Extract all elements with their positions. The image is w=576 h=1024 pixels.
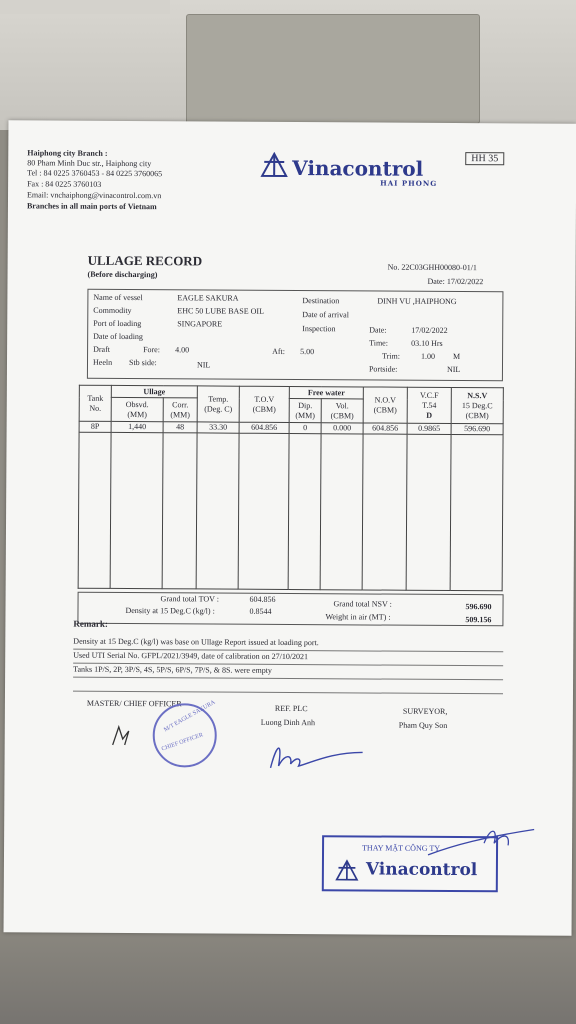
- trim-label: Trim:: [382, 351, 401, 361]
- document-date: Date: 17/02/2022: [427, 276, 484, 287]
- ref-title: REF. PLC: [274, 703, 308, 714]
- ship-stamp: M/T EAGLE SAKURA CHIEF OFFICER: [153, 703, 217, 767]
- port-loading: SINGAPORE: [177, 319, 223, 329]
- branch-network: Branches in all main ports of Vietnam: [26, 201, 157, 212]
- cell-obsvd: 1,440: [111, 421, 163, 432]
- surveyor-title: SURVEYOR,: [402, 706, 448, 716]
- draft-label: Draft: [93, 344, 111, 354]
- laptop-touchpad: [186, 14, 480, 124]
- inspection-date-label: Date:: [369, 325, 387, 335]
- portside-label: Portside:: [368, 364, 398, 374]
- stamp-top-text: THAY MẶT CÔNG TY: [362, 843, 441, 853]
- commodity-label: Commodity: [93, 305, 132, 316]
- time-value: 03.10 Hrs: [411, 338, 443, 348]
- cell-nov: 604.856: [363, 423, 407, 434]
- cell-corr: 48: [163, 422, 197, 433]
- ref-signature: [262, 734, 372, 775]
- weight: 509.156: [465, 615, 492, 625]
- th-vcf: V.C.F T.54 D: [407, 387, 451, 423]
- th-temp: Temp. (Deg. C): [197, 386, 239, 422]
- aft-value: 5.00: [300, 347, 315, 357]
- grand-nsv-label: Grand total NSV :: [333, 599, 392, 609]
- stb-value: NIL: [196, 360, 211, 370]
- branch-address: 80 Pham Minh Duc str., Haiphong city: [27, 158, 152, 169]
- logo-sub: HAI PHONG: [380, 178, 438, 188]
- th-corr: Corr. (MM): [163, 398, 197, 422]
- keyboard-edge: [0, 0, 170, 14]
- remark-line-2: Used UTI Serial No. GFPL/2021/3949, date of calibration on 27/10/2021: [73, 650, 309, 662]
- inspection-label: Inspection: [302, 324, 336, 334]
- arrival-label: Date of arrival: [302, 310, 349, 320]
- grand-tov-label: Grand total TOV :: [160, 594, 220, 604]
- aft-label: Aft:: [272, 346, 285, 356]
- surveyor-name: Pham Quy Son: [398, 720, 448, 730]
- ref-name: Luong Dinh Anh: [260, 717, 316, 728]
- remark-line-3: Tanks 1P/S, 2P, 3P/S, 4S, 5P/S, 6P/S, 7P/S, & 8S. were empty: [73, 664, 272, 675]
- date-loading-label: Date of loading: [93, 331, 143, 342]
- th-ullage: Ullage: [111, 385, 197, 398]
- th-obsvd: Obsvd. (MM): [111, 397, 163, 421]
- stamp-logo-name: Vinacontrol: [365, 859, 478, 881]
- form-code: HH 35: [465, 152, 504, 165]
- fore-value: 4.00: [175, 345, 190, 355]
- portside-value: NIL: [446, 364, 461, 375]
- cell-tank: 8P: [79, 421, 111, 432]
- th-nsv: N.S.V 15 Deg.C (CBM): [451, 387, 503, 423]
- inspection-date: 17/02/2022: [411, 325, 448, 335]
- document-title: ULLAGE RECORD: [87, 252, 203, 269]
- th-free-water: Free water: [289, 386, 363, 398]
- stamp-logo-icon: [334, 859, 360, 881]
- time-label: Time:: [369, 338, 388, 348]
- vinacontrol-logo: [260, 152, 288, 183]
- document-number: No. 22C03GHH00080-01/1: [387, 262, 477, 273]
- vessel-name-label: Name of vessel: [93, 292, 143, 303]
- commodity: EHC 50 LUBE BASE OIL: [177, 306, 265, 316]
- th-tov: T.O.V (CBM): [239, 386, 289, 422]
- logo-name: Vinacontrol: [292, 156, 424, 181]
- branch-email: Email: vnchaiphong@vinacontrol.com.vn: [27, 190, 162, 201]
- th-dip: Dip. (MM): [289, 398, 321, 422]
- heel-label: Heeln: [92, 357, 113, 367]
- destination-label: Destination: [302, 296, 340, 306]
- remark-label: Remark:: [73, 618, 108, 629]
- remark-rule: [73, 691, 503, 695]
- stb-label: Stb side:: [128, 358, 157, 368]
- trim-value: 1.00: [421, 351, 436, 361]
- cell-nsv: 596.690: [451, 423, 503, 434]
- cell-vol: 0.000: [321, 423, 363, 434]
- grand-tov: 604.856: [249, 594, 276, 604]
- cell-tov: 604.856: [239, 422, 289, 433]
- surveyor-signature: [424, 823, 544, 864]
- ullage-record-document: [4, 120, 576, 935]
- branch-title: Haiphong city Branch :: [27, 148, 108, 158]
- th-vol: Vol. (CBM): [321, 399, 363, 423]
- desk-background-bottom: [0, 930, 576, 1024]
- cell-temp: 33.30: [197, 422, 239, 433]
- destination: DINH VU ,HAIPHONG: [377, 296, 457, 307]
- remark-line-1: Density at 15 Deg.C (kg/l) was base on Ullage Report issued at loading port.: [73, 636, 319, 648]
- density: 0.8544: [249, 606, 272, 616]
- fore-label: Fore:: [143, 345, 161, 355]
- trim-unit: M: [453, 351, 461, 362]
- scale-logo-icon: [260, 152, 288, 178]
- master-title: MASTER/ CHIEF OFFICER: [86, 698, 182, 709]
- branch-tel: Tel : 84 0225 3760453 - 84 0225 3760065: [27, 168, 163, 179]
- port-loading-label: Port of loading: [93, 318, 142, 329]
- branch-fax: Fax : 84 0225 3760103: [27, 179, 102, 189]
- document-subtitle: (Before discharging): [87, 269, 158, 280]
- cell-vcf: 0.9865: [407, 423, 451, 434]
- master-signature: [105, 721, 145, 751]
- th-nov: N.O.V (CBM): [363, 387, 407, 423]
- cell-dip: 0: [289, 422, 321, 433]
- empty-table-rows: [78, 432, 503, 591]
- ullage-table: [78, 385, 504, 592]
- th-tank: Tank No.: [79, 385, 111, 421]
- grand-nsv: 596.690: [465, 602, 492, 612]
- weight-label: Weight in air (MT) :: [325, 612, 391, 622]
- density-label: Density at 15 Deg.C (kg/l) :: [125, 605, 215, 616]
- vessel-name: EAGLE SAKURA: [177, 293, 239, 303]
- remark-rule: [73, 677, 503, 681]
